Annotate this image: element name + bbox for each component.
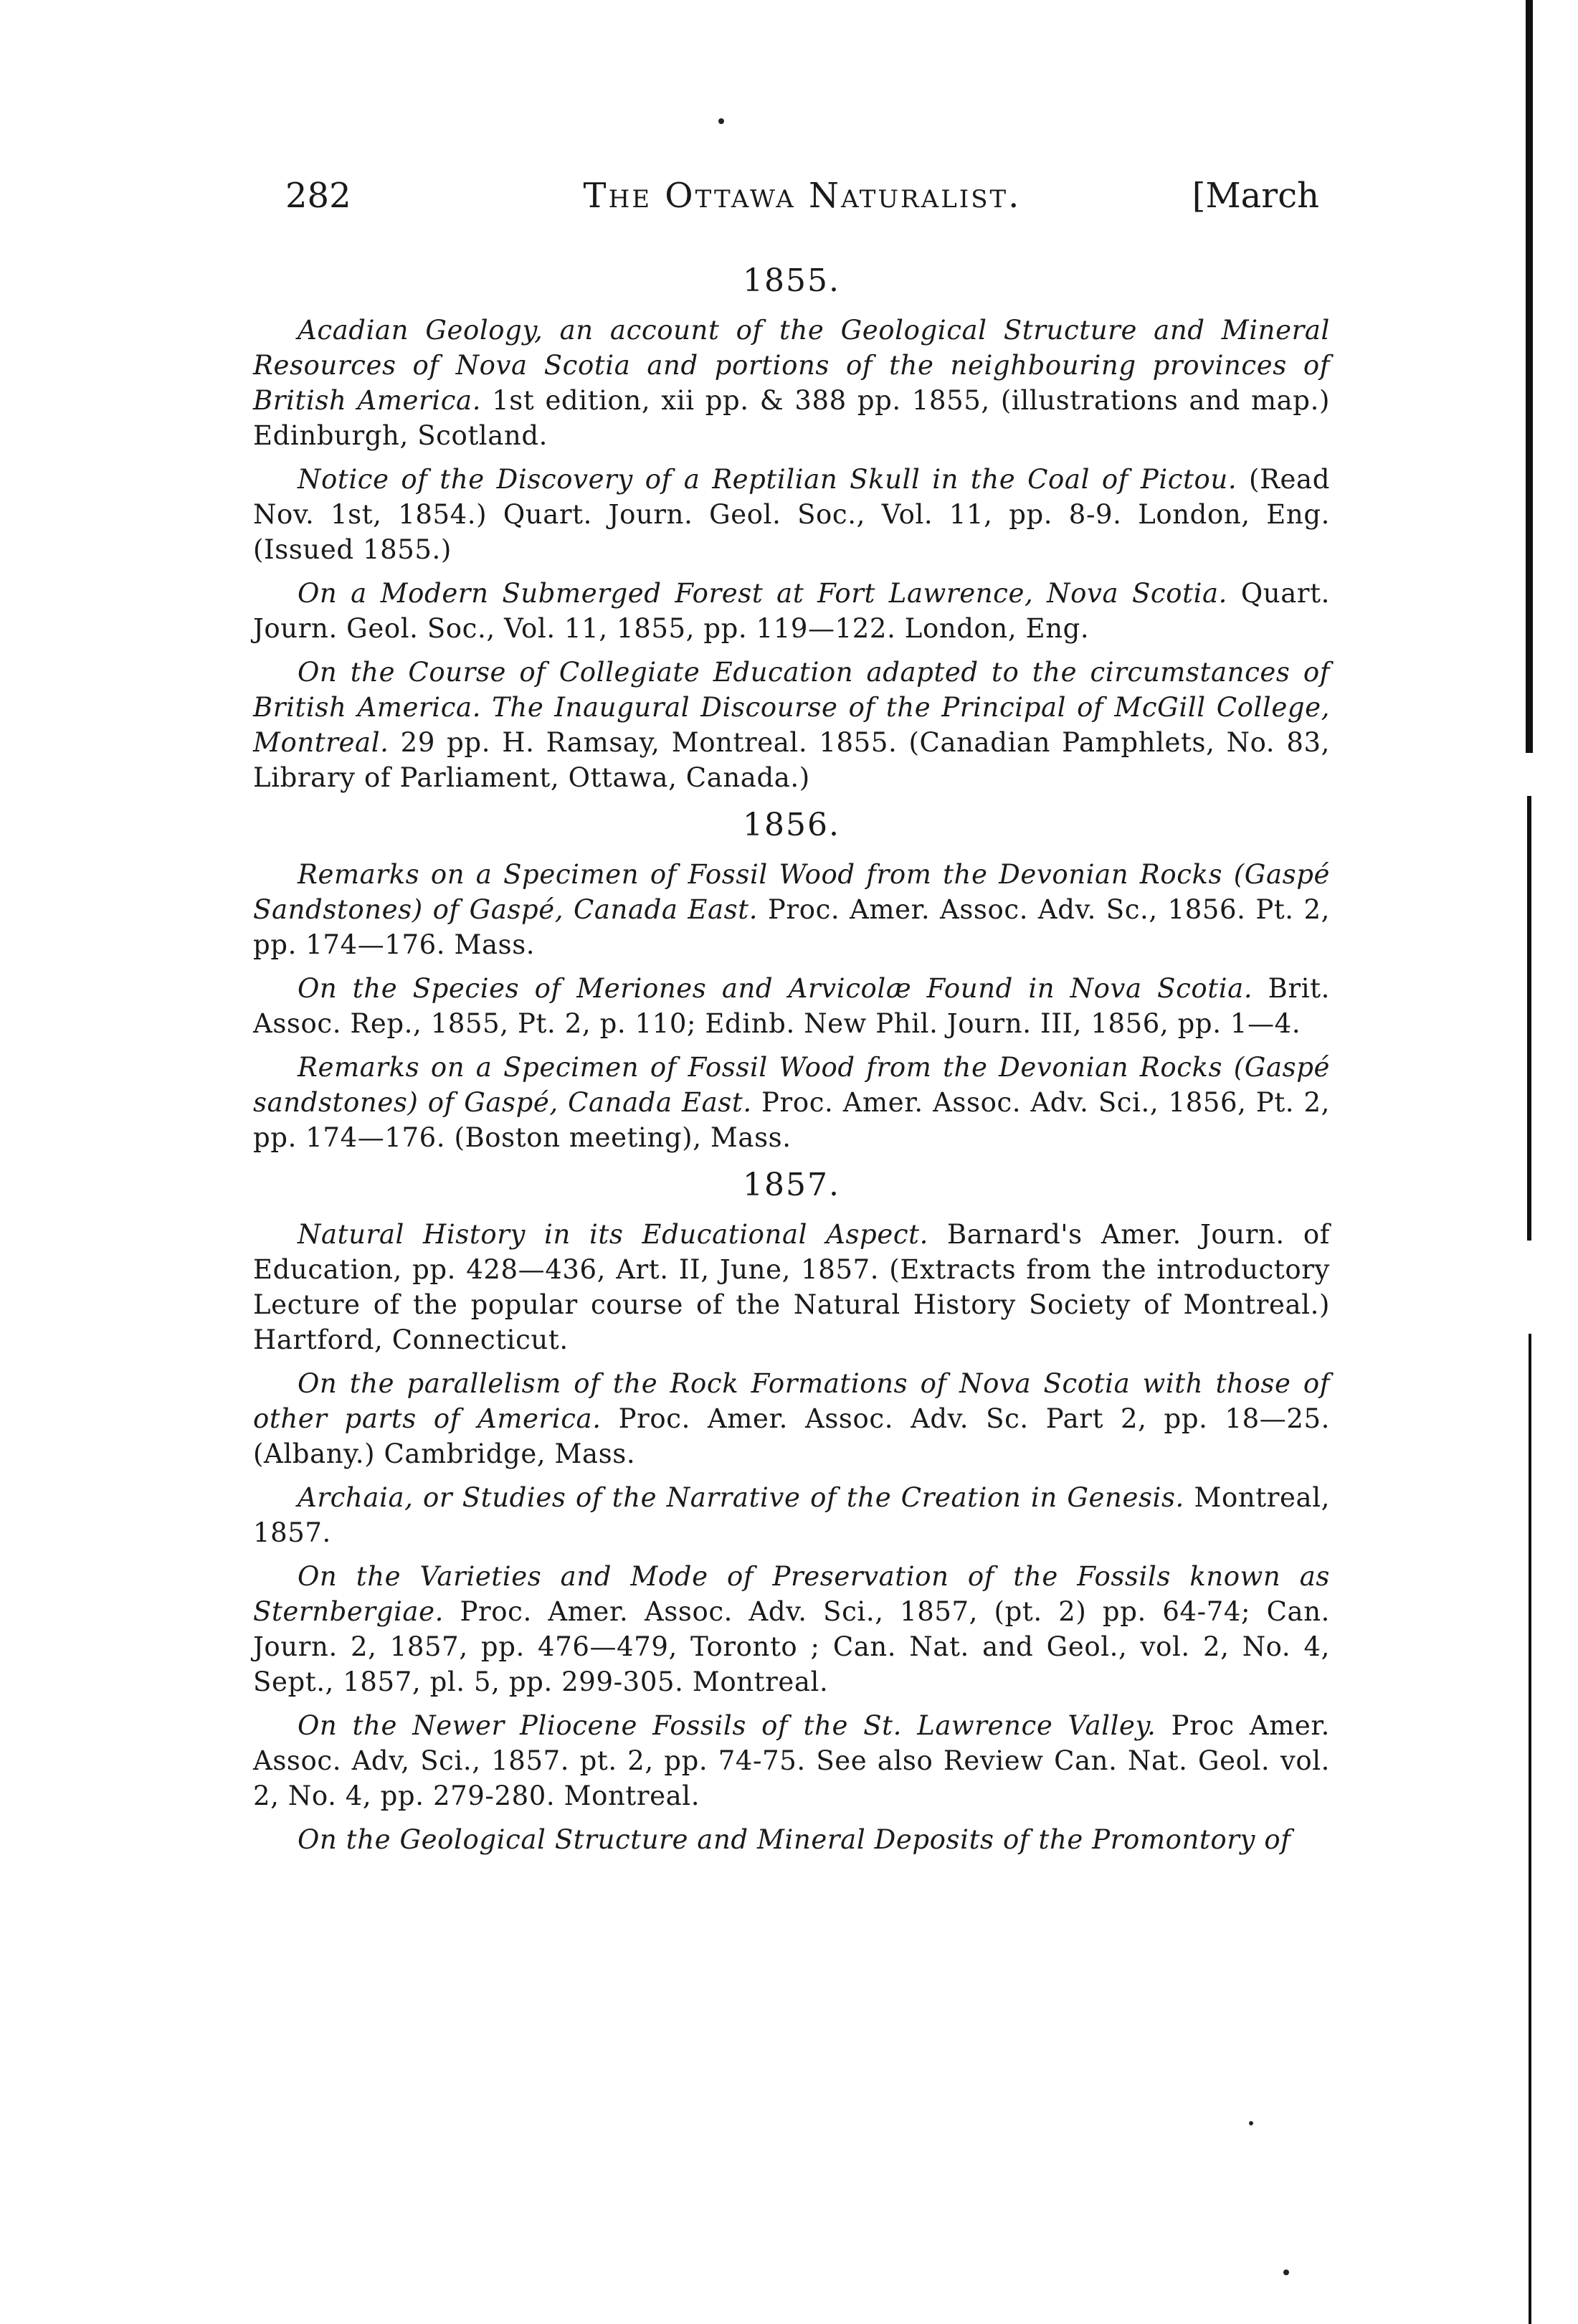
entry-reference: Barnard's Amer. Journ. of Education, pp. 428—436, Art. II, June, 1857. (Extracts from the introductory Lecture of the popular course of the Natural History Society of Montreal.) Hartford, Connecticut. (253, 1219, 1330, 1355)
entry-title: On a Modern Submerged Forest at Fort Lawrence, Nova Scotia. (298, 578, 1228, 609)
scan-edge-rule (1527, 796, 1531, 1241)
bibliography-entry (253, 313, 1330, 453)
bibliography-entry (253, 655, 1330, 795)
entry-title: On the Geological Structure and Mineral Deposits of the Promontory of (298, 1824, 1291, 1855)
bibliography-entry (253, 1050, 1330, 1155)
bibliography-entry (253, 1559, 1330, 1699)
year-heading: 1855. (743, 262, 840, 299)
entry-title: Archaia, or Studies of the Narrative of the Creation in Genesis. (298, 1482, 1184, 1513)
bibliography-entry (253, 576, 1330, 646)
entry-reference: Proc. Amer. Assoc. Adv. Sci., 1856, Pt. 2, pp. 174—176. (Boston meeting), Mass. (253, 1087, 1330, 1153)
entry-reference: Montreal, 1857. (253, 1482, 1330, 1548)
scan-speck (1249, 2121, 1253, 2125)
entry-reference: Proc Amer. Assoc. Adv, Sci., 1857. pt. 2, pp. 74-75. See also Review Can. Nat. Geol. vol. 2, No. 4, pp. 279-280. Montreal. (253, 1710, 1330, 1811)
bibliography-entry (253, 971, 1330, 1041)
entry-reference: Proc. Amer. Assoc. Adv. Sc. Part 2, pp. 18—25. (Albany.) Cambridge, Mass. (253, 1403, 1330, 1469)
bibliography-entry (253, 1822, 1330, 1857)
scan-speck (718, 118, 724, 124)
entry-title: Remarks on a Specimen of Fossil Wood from the Devonian Rocks (Gaspé sandstones) of Gaspé, Canada East. (253, 1052, 1330, 1118)
entry-reference: (Read Nov. 1st, 1854.) Quart. Journ. Geol. Soc., Vol. 11, pp. 8-9. London, Eng. (Issued 1855.) (253, 464, 1330, 565)
issue-month: [March (1192, 176, 1319, 216)
year-heading: 1856. (743, 807, 840, 843)
entry-reference: Proc. Amer. Assoc. Adv. Sc., 1856. Pt. 2, pp. 174—176. Mass. (253, 894, 1330, 960)
bibliography-entry (253, 1480, 1330, 1550)
entry-reference: Quart. Journ. Geol. Soc., Vol. 11, 1855, pp. 119—122. London, Eng. (253, 578, 1330, 644)
year-heading: 1857. (743, 1167, 840, 1203)
scan-edge-rule (1529, 1334, 1531, 2324)
journal-title: The Ottawa Naturalist. (583, 176, 1022, 216)
bibliography-entry (253, 462, 1330, 567)
page-number: 282 (285, 176, 351, 216)
bibliography-entry (253, 1217, 1330, 1357)
entry-title: Natural History in its Educational Aspect. (298, 1219, 928, 1250)
entry-reference: 29 pp. H. Ramsay, Montreal. 1855. (Canadian Pamphlets, No. 83, Library of Parliament, Ottawa, Canada.) (253, 727, 1330, 793)
bibliography-entry (253, 1366, 1330, 1471)
entry-title: On the Course of Collegiate Education adapted to the circumstances of British America. The Inaugural Discourse of the Principal of McGill College, Montreal. (253, 657, 1330, 758)
bibliography-entry (253, 1708, 1330, 1813)
entry-title: Notice of the Discovery of a Reptilian Skull in the Coal of Pictou. (298, 464, 1237, 495)
entry-reference: Brit. Assoc. Rep., 1855, Pt. 2, p. 110; Edinb. New Phil. Journ. III, 1856, pp. 1—4. (253, 973, 1331, 1039)
scan-speck (1283, 2270, 1289, 2275)
bibliography (253, 251, 1330, 1866)
entry-title: On the Species of Meriones and Arvicolæ Found in Nova Scotia. (298, 973, 1253, 1004)
entry-reference: Proc. Amer. Assoc. Adv. Sci., 1857, (pt. 2) pp. 64-74; Can. Journ. 2, 1857, pp. 476—479, Toronto ; Can. Nat. and Geol., vol. 2, No. 4, Sept., 1857, pl. 5, pp. 299-305. Montreal. (253, 1596, 1330, 1697)
entry-title: Acadian Geology, an account of the Geological Structure and Mineral Resources of Nova Scotia and portions of the neighbouring provinces of British America. (253, 315, 1330, 416)
entry-title: On the Varieties and Mode of Preservation of the Fossils known as Sternbergiae. (253, 1561, 1330, 1627)
scan-edge-rule (1526, 0, 1533, 753)
entry-title: Remarks on a Specimen of Fossil Wood from the Devonian Rocks (Gaspé Sandstones) of Gaspé, Canada East. (253, 859, 1330, 925)
running-header (285, 174, 1319, 218)
entry-title: On the parallelism of the Rock Formations of Nova Scotia with those of other parts of America. (253, 1368, 1330, 1434)
bibliography-entry (253, 857, 1330, 962)
entry-reference: 1st edition, xii pp. & 388 pp. 1855, (illustrations and map.) Edinburgh, Scotland. (253, 385, 1330, 451)
entry-title: On the Newer Pliocene Fossils of the St. Lawrence Valley. (298, 1710, 1156, 1741)
